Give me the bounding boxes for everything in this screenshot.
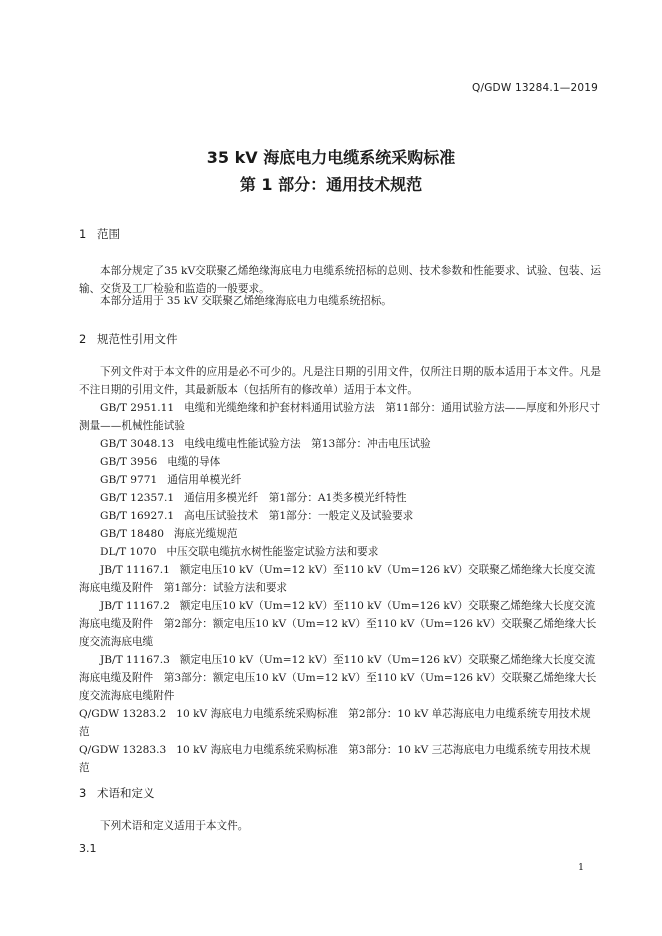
section-number: 3 [79,786,87,800]
reference-code: GB/T 3956 [100,456,158,468]
reference-item [79,471,601,489]
section-title: 范围 [97,227,120,241]
clause-number: 3.1 [79,842,97,855]
document-title: 35 kV 海底电力电缆系统采购标准 [206,148,456,167]
reference-item [79,399,601,435]
reference-item [79,525,601,543]
reference-item [79,597,601,651]
reference-code: Q/GDW 13283.3 [79,744,167,756]
reference-item [79,705,601,741]
reference-code: GB/T 9771 [100,474,158,486]
reference-title: 通信用单模光纤 [167,474,242,486]
reference-code: GB/T 18480 [100,528,164,540]
reference-item [79,561,601,597]
reference-code: GB/T 12357.1 [100,492,175,504]
reference-code: JB/T 11167.3 [100,654,170,666]
terms-intro: 下列术语和定义适用于本文件。 [100,820,249,832]
scope-paragraph-2: 本部分适用于 35 kV 交联聚乙烯绝缘海底电力电缆系统招标。 [100,295,392,307]
reference-title: 额定电压10 kV（Um=12 kV）至110 kV（Um=126 kV）交联聚乙烯绝缘大长度交流海底电缆及附件 第3部分：额定电压10 kV（Um=12 kV）至110 kV（Um=126 kV）交联聚乙烯绝缘大长度交流海底电缆附件 [79,654,597,702]
reference-title: 电线电缆电性能试验方法 第13部分：冲击电压试验 [184,438,431,450]
reference-item [79,741,601,777]
reference-title: 中压交联电缆抗水树性能鉴定试验方法和要求 [166,546,379,558]
section-title: 术语和定义 [97,786,155,800]
document-subtitle: 第 1 部分：通用技术规范 [239,175,423,194]
reference-title: 海底光缆规范 [173,528,238,540]
reference-item [79,489,601,507]
section-2-heading [79,331,178,347]
reference-code: JB/T 11167.2 [100,600,170,612]
reference-title: 额定电压10 kV（Um=12 kV）至110 kV（Um=126 kV）交联聚乙烯绝缘大长度交流海底电缆及附件 第2部分：额定电压10 kV（Um=12 kV）至110 kV（Um=126 kV）交联聚乙烯绝缘大长度交流海底电缆 [79,600,597,648]
reference-title: 电缆和光缆绝缘和护套材料通用试验方法 第11部分：通用试验方法——厚度和外形尺寸测量——机械性能试验 [79,402,601,432]
section-number: 2 [79,332,87,346]
reference-title: 10 kV 海底电力电缆系统采购标准 第2部分：10 kV 单芯海底电力电缆系统专用技术规范 [79,708,591,738]
reference-title: 高电压试验技术 第1部分：一般定义及试验要求 [184,510,414,522]
page-number: 1 [577,862,584,873]
reference-title: 10 kV 海底电力电缆系统采购标准 第3部分：10 kV 三芯海底电力电缆系统专用技术规范 [79,744,591,774]
section-3-heading [79,785,155,801]
reference-item [79,651,601,705]
reference-code: Q/GDW 13283.2 [79,708,167,720]
reference-code: GB/T 3048.13 [100,438,175,450]
reference-item [79,507,601,525]
reference-code: GB/T 2951.11 [100,402,175,414]
reference-item [79,435,601,453]
reference-item [79,543,601,561]
reference-title: 电缆的导体 [167,456,221,468]
section-number: 1 [79,227,87,241]
reference-code: GB/T 16927.1 [100,510,175,522]
reference-item [79,453,601,471]
section-1-heading [79,226,120,242]
scope-paragraph-1: 本部分规定了35 kV交联聚乙烯绝缘海底电力电缆系统招标的总则、技术参数和性能要求、试验、包装、运输、交货及工厂检验和监造的一般要求。 [79,265,601,295]
references-intro: 下列文件对于本文件的应用是必不可少的。凡是注日期的引用文件，仅所注日期的版本适用于本文件。凡是不注日期的引用文件，其最新版本（包括所有的修改单）适用于本文件。 [79,366,601,396]
standard-code: Q/GDW 13284.1—2019 [472,82,598,94]
section-title: 规范性引用文件 [97,332,178,346]
reference-code: DL/T 1070 [100,546,157,558]
reference-title: 通信用多模光纤 第1部分：A1类多模光纤特性 [184,492,407,504]
reference-title: 额定电压10 kV（Um=12 kV）至110 kV（Um=126 kV）交联聚乙烯绝缘大长度交流海底电缆及附件 第1部分：试验方法和要求 [79,564,596,594]
reference-code: JB/T 11167.1 [100,564,170,576]
